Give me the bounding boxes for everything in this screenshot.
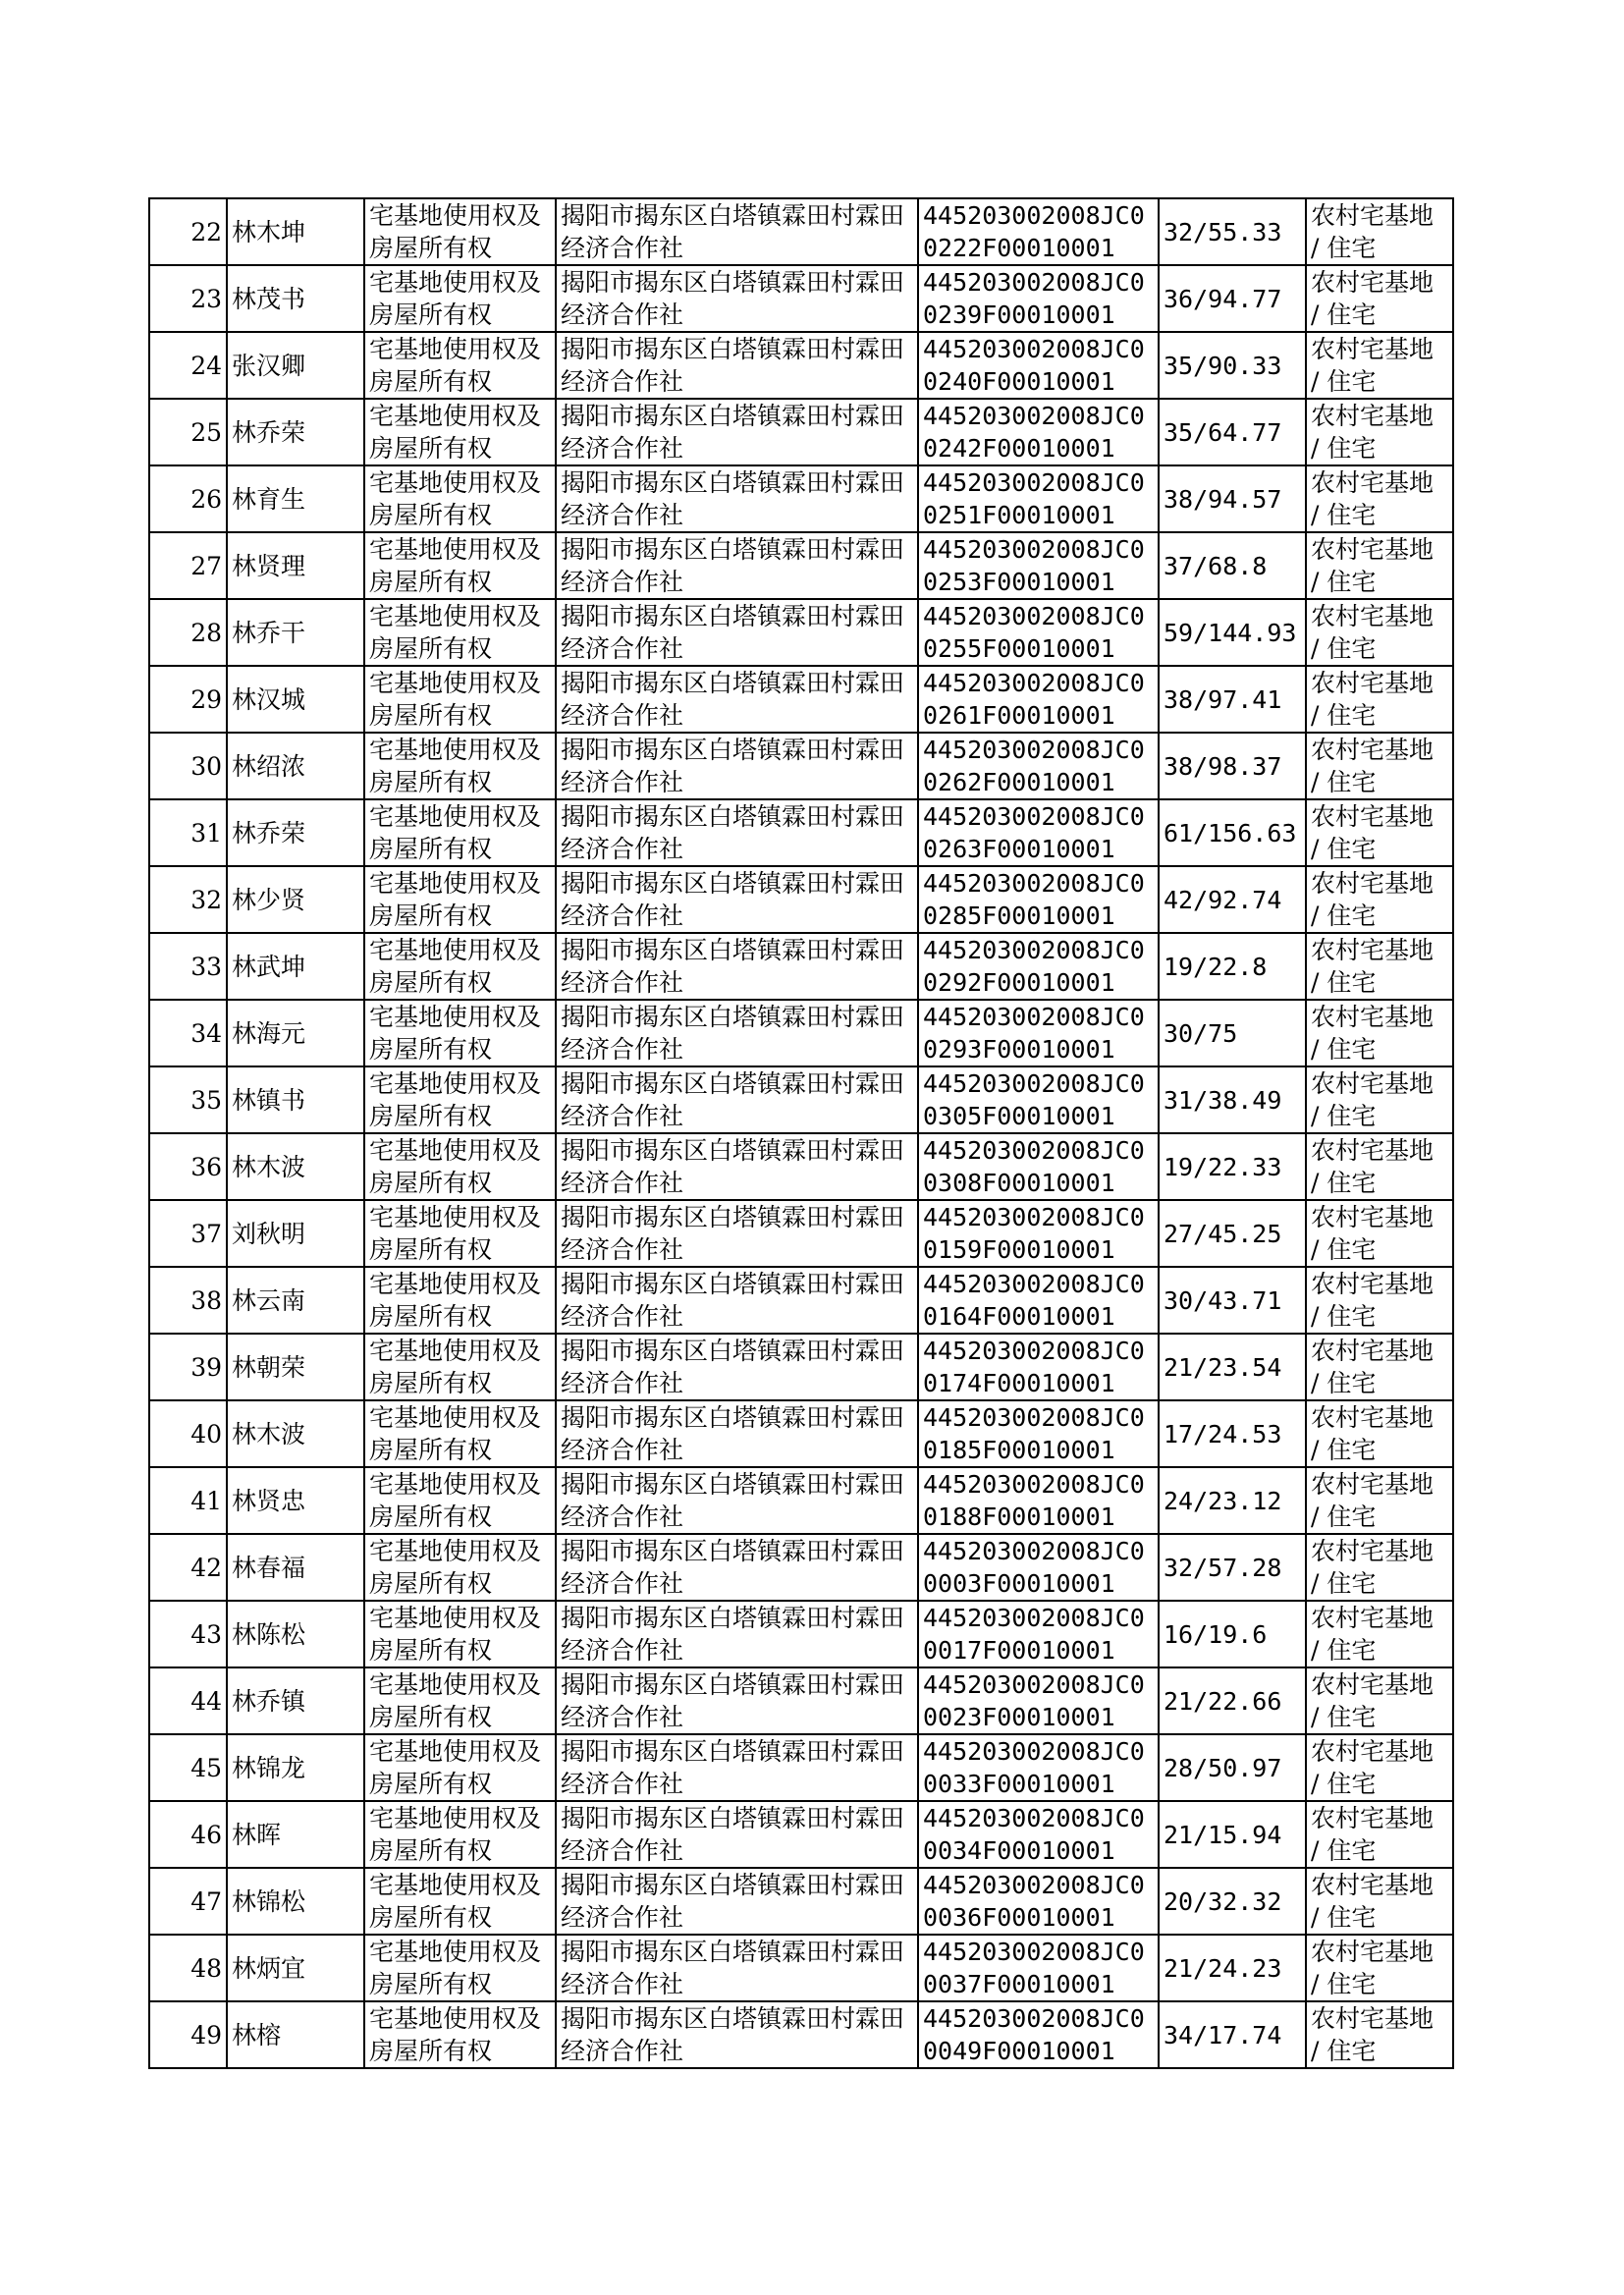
collective-organization-cell: 揭阳市揭东区白塔镇霖田村霖田经济合作社: [556, 799, 918, 866]
table-row: [149, 1935, 1453, 2001]
land-use-cell: 农村宅基地 / 住宅: [1306, 933, 1453, 1000]
table-row: [149, 2001, 1453, 2068]
table-row: [149, 399, 1453, 465]
land-use-cell: 农村宅基地 / 住宅: [1306, 799, 1453, 866]
row-number-cell: 33: [149, 933, 227, 1000]
collective-organization-cell: 揭阳市揭东区白塔镇霖田村霖田经济合作社: [556, 866, 918, 933]
row-number-cell: 43: [149, 1601, 227, 1667]
table-row: [149, 733, 1453, 799]
collective-organization-cell: 揭阳市揭东区白塔镇霖田村霖田经济合作社: [556, 666, 918, 733]
table-row: [149, 1133, 1453, 1200]
right-type-cell: 宅基地使用权及房屋所有权: [364, 733, 556, 799]
unit-code-cell: 445203002008JC00253F00010001: [918, 532, 1159, 599]
right-type-cell: 宅基地使用权及房屋所有权: [364, 265, 556, 332]
owner-name-cell: 林贤忠: [227, 1467, 364, 1534]
area-value-cell: 21/24.23: [1159, 1935, 1306, 2001]
collective-organization-cell: 揭阳市揭东区白塔镇霖田村霖田经济合作社: [556, 265, 918, 332]
right-type-cell: 宅基地使用权及房屋所有权: [364, 1400, 556, 1467]
table-row: [149, 1534, 1453, 1601]
owner-name-cell: 林海元: [227, 1000, 364, 1066]
area-value-cell: 24/23.12: [1159, 1467, 1306, 1534]
collective-organization-cell: 揭阳市揭东区白塔镇霖田村霖田经济合作社: [556, 2001, 918, 2068]
unit-code-cell: 445203002008JC00285F00010001: [918, 866, 1159, 933]
land-use-cell: 农村宅基地 / 住宅: [1306, 1400, 1453, 1467]
table-row: [149, 1801, 1453, 1868]
row-number-cell: 30: [149, 733, 227, 799]
owner-name-cell: 林陈松: [227, 1601, 364, 1667]
owner-name-cell: 林少贤: [227, 866, 364, 933]
records-body: [149, 198, 1453, 2068]
table-row: [149, 465, 1453, 532]
unit-code-cell: 445203002008JC00239F00010001: [918, 265, 1159, 332]
unit-code-cell: 445203002008JC00255F00010001: [918, 599, 1159, 666]
land-use-cell: 农村宅基地 / 住宅: [1306, 465, 1453, 532]
area-value-cell: 19/22.33: [1159, 1133, 1306, 1200]
table-row: [149, 1467, 1453, 1534]
owner-name-cell: 林贤理: [227, 532, 364, 599]
owner-name-cell: 林绍浓: [227, 733, 364, 799]
unit-code-cell: 445203002008JC00023F00010001: [918, 1667, 1159, 1734]
right-type-cell: 宅基地使用权及房屋所有权: [364, 1801, 556, 1868]
land-use-cell: 农村宅基地 / 住宅: [1306, 2001, 1453, 2068]
land-use-cell: 农村宅基地 / 住宅: [1306, 399, 1453, 465]
right-type-cell: 宅基地使用权及房屋所有权: [364, 1534, 556, 1601]
owner-name-cell: 林木坤: [227, 198, 364, 265]
owner-name-cell: 林乔干: [227, 599, 364, 666]
land-use-cell: 农村宅基地 / 住宅: [1306, 1334, 1453, 1400]
row-number-cell: 34: [149, 1000, 227, 1066]
unit-code-cell: 445203002008JC00003F00010001: [918, 1534, 1159, 1601]
right-type-cell: 宅基地使用权及房屋所有权: [364, 1868, 556, 1935]
area-value-cell: 36/94.77: [1159, 265, 1306, 332]
row-number-cell: 46: [149, 1801, 227, 1868]
unit-code-cell: 445203002008JC00037F00010001: [918, 1935, 1159, 2001]
owner-name-cell: 林乔荣: [227, 399, 364, 465]
right-type-cell: 宅基地使用权及房屋所有权: [364, 1334, 556, 1400]
row-number-cell: 36: [149, 1133, 227, 1200]
row-number-cell: 22: [149, 198, 227, 265]
area-value-cell: 30/75: [1159, 1000, 1306, 1066]
land-use-cell: 农村宅基地 / 住宅: [1306, 1601, 1453, 1667]
row-number-cell: 40: [149, 1400, 227, 1467]
owner-name-cell: 林木波: [227, 1400, 364, 1467]
table-row: [149, 866, 1453, 933]
unit-code-cell: 445203002008JC00174F00010001: [918, 1334, 1159, 1400]
unit-code-cell: 445203002008JC00049F00010001: [918, 2001, 1159, 2068]
row-number-cell: 45: [149, 1734, 227, 1801]
unit-code-cell: 445203002008JC00251F00010001: [918, 465, 1159, 532]
land-use-cell: 农村宅基地 / 住宅: [1306, 1734, 1453, 1801]
land-use-cell: 农村宅基地 / 住宅: [1306, 866, 1453, 933]
row-number-cell: 31: [149, 799, 227, 866]
table-row: [149, 599, 1453, 666]
owner-name-cell: 林茂书: [227, 265, 364, 332]
area-value-cell: 27/45.25: [1159, 1200, 1306, 1267]
right-type-cell: 宅基地使用权及房屋所有权: [364, 799, 556, 866]
owner-name-cell: 林育生: [227, 465, 364, 532]
unit-code-cell: 445203002008JC00240F00010001: [918, 332, 1159, 399]
unit-code-cell: 445203002008JC00292F00010001: [918, 933, 1159, 1000]
unit-code-cell: 445203002008JC00305F00010001: [918, 1066, 1159, 1133]
right-type-cell: 宅基地使用权及房屋所有权: [364, 933, 556, 1000]
table-row: [149, 198, 1453, 265]
unit-code-cell: 445203002008JC00263F00010001: [918, 799, 1159, 866]
row-number-cell: 49: [149, 2001, 227, 2068]
unit-code-cell: 445203002008JC00242F00010001: [918, 399, 1159, 465]
table-row: [149, 1734, 1453, 1801]
land-use-cell: 农村宅基地 / 住宅: [1306, 1534, 1453, 1601]
land-use-cell: 农村宅基地 / 住宅: [1306, 1066, 1453, 1133]
table-row: [149, 933, 1453, 1000]
collective-organization-cell: 揭阳市揭东区白塔镇霖田村霖田经济合作社: [556, 1334, 918, 1400]
owner-name-cell: 林汉城: [227, 666, 364, 733]
unit-code-cell: 445203002008JC00017F00010001: [918, 1601, 1159, 1667]
row-number-cell: 23: [149, 265, 227, 332]
right-type-cell: 宅基地使用权及房屋所有权: [364, 666, 556, 733]
unit-code-cell: 445203002008JC00261F00010001: [918, 666, 1159, 733]
right-type-cell: 宅基地使用权及房屋所有权: [364, 1935, 556, 2001]
owner-name-cell: 林锦龙: [227, 1734, 364, 1801]
area-value-cell: 21/15.94: [1159, 1801, 1306, 1868]
owner-name-cell: 林朝荣: [227, 1334, 364, 1400]
area-value-cell: 35/90.33: [1159, 332, 1306, 399]
right-type-cell: 宅基地使用权及房屋所有权: [364, 465, 556, 532]
owner-name-cell: 林木波: [227, 1133, 364, 1200]
right-type-cell: 宅基地使用权及房屋所有权: [364, 1133, 556, 1200]
unit-code-cell: 445203002008JC00036F00010001: [918, 1868, 1159, 1935]
row-number-cell: 28: [149, 599, 227, 666]
area-value-cell: 32/55.33: [1159, 198, 1306, 265]
right-type-cell: 宅基地使用权及房屋所有权: [364, 1601, 556, 1667]
unit-code-cell: 445203002008JC00033F00010001: [918, 1734, 1159, 1801]
table-row: [149, 265, 1453, 332]
collective-organization-cell: 揭阳市揭东区白塔镇霖田村霖田经济合作社: [556, 1734, 918, 1801]
land-use-cell: 农村宅基地 / 住宅: [1306, 1133, 1453, 1200]
area-value-cell: 34/17.74: [1159, 2001, 1306, 2068]
table-row: [149, 1400, 1453, 1467]
area-value-cell: 28/50.97: [1159, 1734, 1306, 1801]
area-value-cell: 38/98.37: [1159, 733, 1306, 799]
collective-organization-cell: 揭阳市揭东区白塔镇霖田村霖田经济合作社: [556, 1601, 918, 1667]
owner-name-cell: 林春福: [227, 1534, 364, 1601]
unit-code-cell: 445203002008JC00188F00010001: [918, 1467, 1159, 1534]
right-type-cell: 宅基地使用权及房屋所有权: [364, 198, 556, 265]
area-value-cell: 31/38.49: [1159, 1066, 1306, 1133]
collective-organization-cell: 揭阳市揭东区白塔镇霖田村霖田经济合作社: [556, 1801, 918, 1868]
area-value-cell: 35/64.77: [1159, 399, 1306, 465]
unit-code-cell: 445203002008JC00222F00010001: [918, 198, 1159, 265]
table-row: [149, 1066, 1453, 1133]
row-number-cell: 37: [149, 1200, 227, 1267]
land-use-cell: 农村宅基地 / 住宅: [1306, 532, 1453, 599]
table-row: [149, 799, 1453, 866]
unit-code-cell: 445203002008JC00164F00010001: [918, 1267, 1159, 1334]
right-type-cell: 宅基地使用权及房屋所有权: [364, 2001, 556, 2068]
area-value-cell: 59/144.93: [1159, 599, 1306, 666]
table-row: [149, 532, 1453, 599]
collective-organization-cell: 揭阳市揭东区白塔镇霖田村霖田经济合作社: [556, 1066, 918, 1133]
area-value-cell: 20/32.32: [1159, 1868, 1306, 1935]
collective-organization-cell: 揭阳市揭东区白塔镇霖田村霖田经济合作社: [556, 399, 918, 465]
collective-organization-cell: 揭阳市揭东区白塔镇霖田村霖田经济合作社: [556, 1868, 918, 1935]
land-use-cell: 农村宅基地 / 住宅: [1306, 1667, 1453, 1734]
owner-name-cell: 林乔镇: [227, 1667, 364, 1734]
area-value-cell: 61/156.63: [1159, 799, 1306, 866]
area-value-cell: 21/22.66: [1159, 1667, 1306, 1734]
owner-name-cell: 林乔荣: [227, 799, 364, 866]
owner-name-cell: 林炳宜: [227, 1935, 364, 2001]
land-use-cell: 农村宅基地 / 住宅: [1306, 1801, 1453, 1868]
collective-organization-cell: 揭阳市揭东区白塔镇霖田村霖田经济合作社: [556, 1667, 918, 1734]
right-type-cell: 宅基地使用权及房屋所有权: [364, 1200, 556, 1267]
unit-code-cell: 445203002008JC00159F00010001: [918, 1200, 1159, 1267]
collective-organization-cell: 揭阳市揭东区白塔镇霖田村霖田经济合作社: [556, 1267, 918, 1334]
table-row: [149, 1868, 1453, 1935]
area-value-cell: 32/57.28: [1159, 1534, 1306, 1601]
area-value-cell: 38/97.41: [1159, 666, 1306, 733]
owner-name-cell: 林晖: [227, 1801, 364, 1868]
land-use-cell: 农村宅基地 / 住宅: [1306, 1267, 1453, 1334]
collective-organization-cell: 揭阳市揭东区白塔镇霖田村霖田经济合作社: [556, 465, 918, 532]
table-row: [149, 1267, 1453, 1334]
land-use-cell: 农村宅基地 / 住宅: [1306, 332, 1453, 399]
table-row: [149, 666, 1453, 733]
right-type-cell: 宅基地使用权及房屋所有权: [364, 399, 556, 465]
right-type-cell: 宅基地使用权及房屋所有权: [364, 1734, 556, 1801]
owner-name-cell: 林武坤: [227, 933, 364, 1000]
row-number-cell: 26: [149, 465, 227, 532]
row-number-cell: 27: [149, 532, 227, 599]
collective-organization-cell: 揭阳市揭东区白塔镇霖田村霖田经济合作社: [556, 1534, 918, 1601]
right-type-cell: 宅基地使用权及房屋所有权: [364, 332, 556, 399]
collective-organization-cell: 揭阳市揭东区白塔镇霖田村霖田经济合作社: [556, 1000, 918, 1066]
table-row: [149, 1334, 1453, 1400]
row-number-cell: 32: [149, 866, 227, 933]
area-value-cell: 19/22.8: [1159, 933, 1306, 1000]
row-number-cell: 44: [149, 1667, 227, 1734]
collective-organization-cell: 揭阳市揭东区白塔镇霖田村霖田经济合作社: [556, 1200, 918, 1267]
collective-organization-cell: 揭阳市揭东区白塔镇霖田村霖田经济合作社: [556, 198, 918, 265]
owner-name-cell: 刘秋明: [227, 1200, 364, 1267]
owner-name-cell: 林镇书: [227, 1066, 364, 1133]
owner-name-cell: 张汉卿: [227, 332, 364, 399]
land-use-cell: 农村宅基地 / 住宅: [1306, 666, 1453, 733]
collective-organization-cell: 揭阳市揭东区白塔镇霖田村霖田经济合作社: [556, 1467, 918, 1534]
records-table: [148, 197, 1454, 2069]
unit-code-cell: 445203002008JC00185F00010001: [918, 1400, 1159, 1467]
area-value-cell: 38/94.57: [1159, 465, 1306, 532]
table-row: [149, 1200, 1453, 1267]
collective-organization-cell: 揭阳市揭东区白塔镇霖田村霖田经济合作社: [556, 1400, 918, 1467]
right-type-cell: 宅基地使用权及房屋所有权: [364, 866, 556, 933]
row-number-cell: 39: [149, 1334, 227, 1400]
collective-organization-cell: 揭阳市揭东区白塔镇霖田村霖田经济合作社: [556, 933, 918, 1000]
owner-name-cell: 林榕: [227, 2001, 364, 2068]
area-value-cell: 17/24.53: [1159, 1400, 1306, 1467]
collective-organization-cell: 揭阳市揭东区白塔镇霖田村霖田经济合作社: [556, 332, 918, 399]
row-number-cell: 29: [149, 666, 227, 733]
collective-organization-cell: 揭阳市揭东区白塔镇霖田村霖田经济合作社: [556, 599, 918, 666]
row-number-cell: 38: [149, 1267, 227, 1334]
right-type-cell: 宅基地使用权及房屋所有权: [364, 1000, 556, 1066]
unit-code-cell: 445203002008JC00034F00010001: [918, 1801, 1159, 1868]
collective-organization-cell: 揭阳市揭东区白塔镇霖田村霖田经济合作社: [556, 1133, 918, 1200]
collective-organization-cell: 揭阳市揭东区白塔镇霖田村霖田经济合作社: [556, 1935, 918, 2001]
collective-organization-cell: 揭阳市揭东区白塔镇霖田村霖田经济合作社: [556, 532, 918, 599]
land-use-cell: 农村宅基地 / 住宅: [1306, 1868, 1453, 1935]
collective-organization-cell: 揭阳市揭东区白塔镇霖田村霖田经济合作社: [556, 733, 918, 799]
table-row: [149, 1667, 1453, 1734]
row-number-cell: 25: [149, 399, 227, 465]
row-number-cell: 42: [149, 1534, 227, 1601]
right-type-cell: 宅基地使用权及房屋所有权: [364, 1066, 556, 1133]
owner-name-cell: 林锦松: [227, 1868, 364, 1935]
unit-code-cell: 445203002008JC00262F00010001: [918, 733, 1159, 799]
land-use-cell: 农村宅基地 / 住宅: [1306, 1000, 1453, 1066]
area-value-cell: 16/19.6: [1159, 1601, 1306, 1667]
right-type-cell: 宅基地使用权及房屋所有权: [364, 1667, 556, 1734]
right-type-cell: 宅基地使用权及房屋所有权: [364, 1267, 556, 1334]
row-number-cell: 24: [149, 332, 227, 399]
area-value-cell: 42/92.74: [1159, 866, 1306, 933]
right-type-cell: 宅基地使用权及房屋所有权: [364, 599, 556, 666]
right-type-cell: 宅基地使用权及房屋所有权: [364, 1467, 556, 1534]
land-use-cell: 农村宅基地 / 住宅: [1306, 599, 1453, 666]
row-number-cell: 48: [149, 1935, 227, 2001]
land-use-cell: 农村宅基地 / 住宅: [1306, 198, 1453, 265]
row-number-cell: 47: [149, 1868, 227, 1935]
land-use-cell: 农村宅基地 / 住宅: [1306, 1200, 1453, 1267]
row-number-cell: 41: [149, 1467, 227, 1534]
land-use-cell: 农村宅基地 / 住宅: [1306, 1467, 1453, 1534]
unit-code-cell: 445203002008JC00293F00010001: [918, 1000, 1159, 1066]
owner-name-cell: 林云南: [227, 1267, 364, 1334]
area-value-cell: 37/68.8: [1159, 532, 1306, 599]
unit-code-cell: 445203002008JC00308F00010001: [918, 1133, 1159, 1200]
area-value-cell: 21/23.54: [1159, 1334, 1306, 1400]
row-number-cell: 35: [149, 1066, 227, 1133]
table-row: [149, 332, 1453, 399]
land-use-cell: 农村宅基地 / 住宅: [1306, 733, 1453, 799]
land-use-cell: 农村宅基地 / 住宅: [1306, 1935, 1453, 2001]
land-use-cell: 农村宅基地 / 住宅: [1306, 265, 1453, 332]
table-row: [149, 1000, 1453, 1066]
table-row: [149, 1601, 1453, 1667]
right-type-cell: 宅基地使用权及房屋所有权: [364, 532, 556, 599]
area-value-cell: 30/43.71: [1159, 1267, 1306, 1334]
